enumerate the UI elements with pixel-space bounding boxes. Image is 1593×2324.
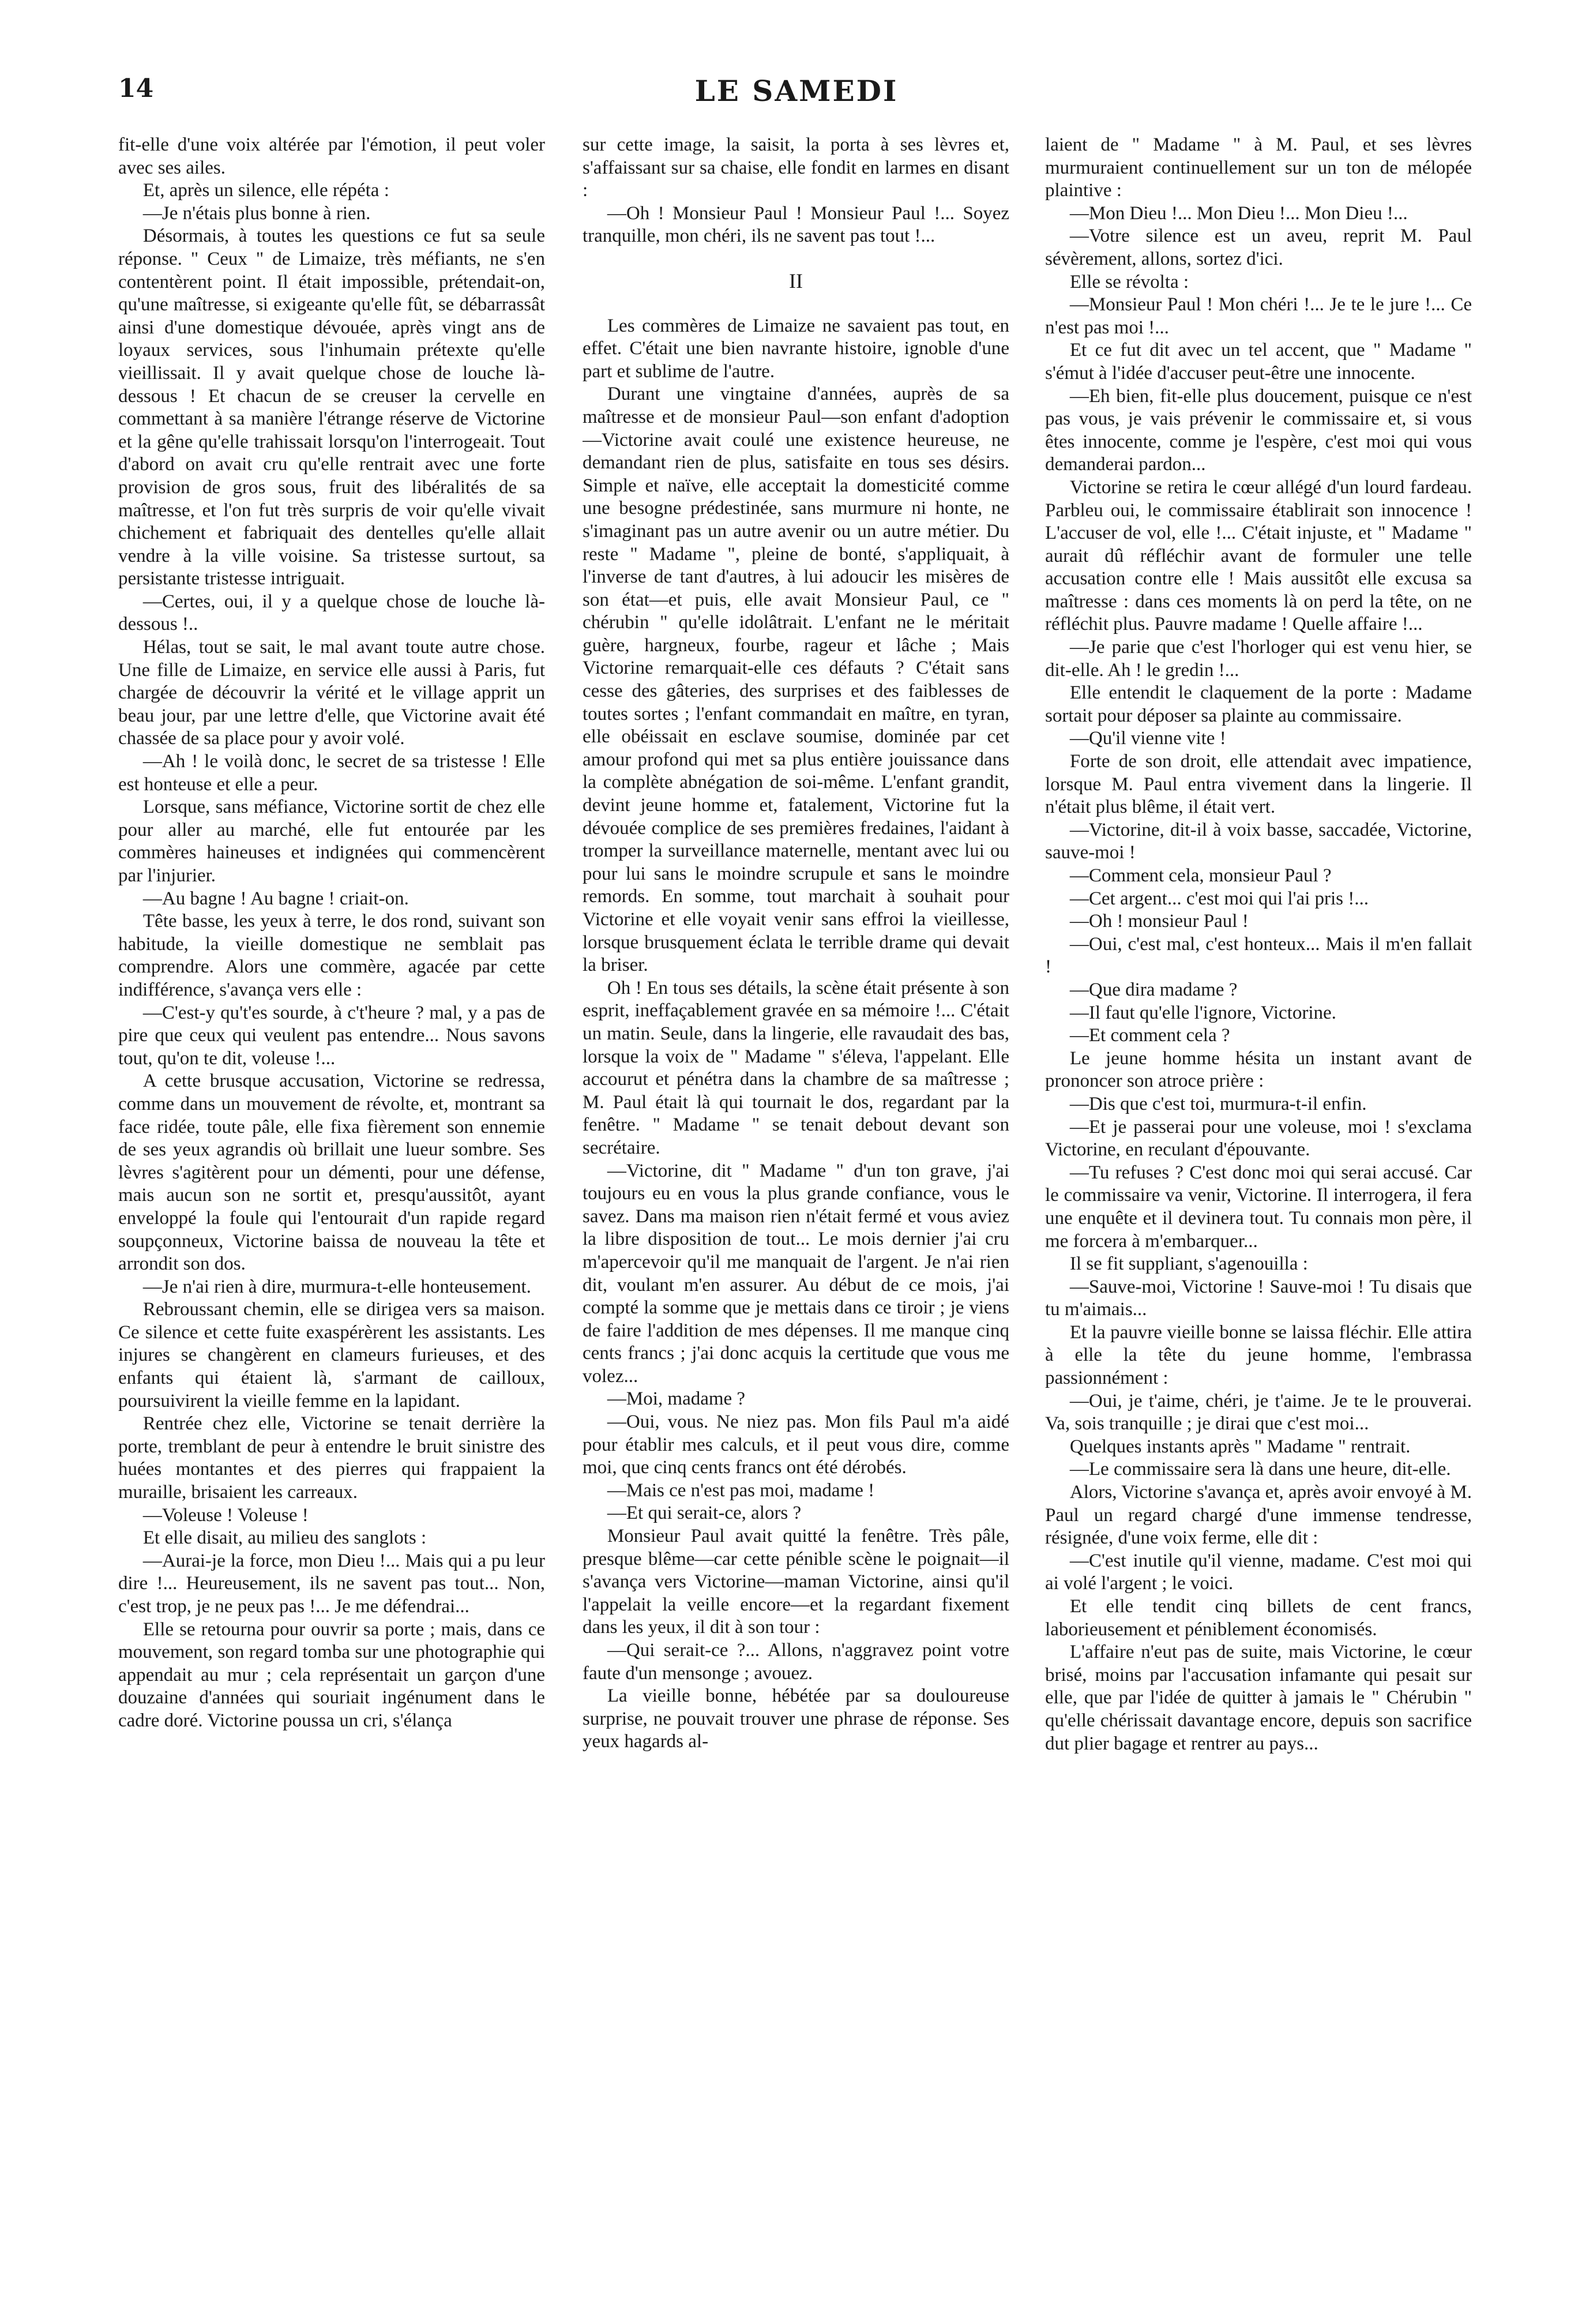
page-number: 14: [118, 74, 154, 103]
paragraph: —Mais ce n'est pas moi, madame !: [607, 1480, 875, 1501]
paragraph: —Et je passerai pour une voleuse, moi ! s'exclama Victorine, en reculant d'épouvante.: [1045, 1116, 1472, 1161]
paragraph: —Qu'il vienne vite !: [1069, 728, 1226, 749]
paragraph: —Victorine, dit " Madame " d'un ton grave, j'ai toujours eu en vous la plus grande confiance, vous le savez. Dans ma maison rien n'était fermé et vous aviez la libre disposition de tout... Le mois dernier j'ai cru m'apercevoir qu'il me manquait de l'argent. Je n'ai rien dit, voulant m'en assurer. Au début de ce mois, j'ai compté la somme que je mettais dans ce tiroir ; je viens de faire l'addition de mes dépenses. Il me manque cinq cents francs ; j'ai donc acquis la certitude que vous me volez...: [583, 1160, 1009, 1387]
paragraph: Et, après un silence, elle répéta :: [142, 180, 389, 201]
paragraph: Forte de son droit, elle attendait avec impatience, lorsque M. Paul entra vivement dans la lingerie. Il n'était plus blême, il était vert.: [1045, 751, 1472, 818]
paragraph: L'affaire n'eut pas de suite, mais Victorine, le cœur brisé, moins par l'accusation infamante qui pesait sur elle, que par l'idée de quitter à jamais le " Chérubin " qu'elle chérissait davantage encore, depuis son sacrifice dut plier bagage et rentrer au pays...: [1045, 1642, 1472, 1754]
paragraph: —Comment cela, monsieur Paul ?: [1069, 865, 1332, 886]
paragraph: —Oh ! monsieur Paul !: [1069, 911, 1249, 932]
paragraph: —Voleuse ! Voleuse !: [142, 1504, 309, 1526]
paragraph: Les commères de Limaize ne savaient pas tout, en effet. C'était une bien navrante histoire, ignoble d'une part et sublime de l'autre.: [583, 315, 1009, 382]
paragraph: —Mon Dieu !... Mon Dieu !... Mon Dieu !...: [1069, 202, 1408, 224]
paragraph: —Oh ! Monsieur Paul ! Monsieur Paul !... Soyez tranquille, mon chéri, ils ne savent pas tout !...: [583, 202, 1009, 247]
paragraph: Il se fit suppliant, s'agenouilla :: [1069, 1253, 1308, 1275]
paragraph: Et la pauvre vieille bonne se laissa fléchir. Elle attira à elle la tête du jeune homme, l'embrassa passionnément :: [1045, 1321, 1472, 1389]
paragraph: —Monsieur Paul ! Mon chéri !... Je te le jure !... Ce n'est pas moi !...: [1045, 294, 1472, 338]
text-column-2: [583, 134, 1009, 2280]
paragraph: —Sauve-moi, Victorine ! Sauve-moi ! Tu disais que tu m'aimais...: [1045, 1276, 1472, 1320]
running-title: LE SAMEDI: [694, 74, 899, 108]
paragraph: —Au bagne ! Au bagne ! criait-on.: [142, 888, 409, 909]
paragraph: —Certes, oui, il y a quelque chose de louche là-dessous !..: [118, 591, 545, 635]
paragraph: —Je n'ai rien à dire, murmura-t-elle honteusement.: [142, 1276, 531, 1297]
paragraph: —Aurai-je la force, mon Dieu !... Mais qui a pu leur dire !... Heureusement, ils ne savent pas tout... Non, c'est trop, je ne peux pas !... Je me défendrai...: [118, 1550, 545, 1617]
paragraph: —Dis que c'est toi, murmura-t-il enfin.: [1069, 1093, 1367, 1114]
paragraph: —C'est inutile qu'il vienne, madame. C'est moi qui ai volé l'argent ; le voici.: [1045, 1550, 1472, 1594]
paragraph: —Oui, c'est mal, c'est honteux... Mais il m'en fallait !: [1045, 933, 1472, 978]
paragraph: Oh ! En tous ses détails, la scène était présente à son esprit, ineffaçablement gravée en sa mémoire !... C'était un matin. Seule, dans la lingerie, elle ravaudait des bas, lorsque la voix de " Madame " s'éleva, l'appelant. Elle accourut et pénétra dans la chambre de sa maîtresse ; M. Paul était là qui tournait le dos, regardant par la fenêtre. " Madame " se tenait debout devant son secrétaire.: [583, 977, 1009, 1158]
paragraph: fit-elle d'une voix altérée par l'émotion, il peut voler avec ses ailes.: [118, 134, 545, 178]
paragraph: Et elle tendit cinq billets de cent francs, laborieusement et péniblement économisés.: [1045, 1596, 1472, 1640]
paragraph: —Je parie que c'est l'horloger qui est venu hier, se dit-elle. Ah ! le gredin !...: [1045, 637, 1472, 681]
paragraph: Rebroussant chemin, elle se dirigea vers sa maison. Ce silence et cette fuite exaspérèrent les assistants. Les injures se changèrent en clameurs furieuses, et des enfants qui étaient là, s'armant de cailloux, poursuivirent la vieille femme en la lapidant.: [118, 1299, 545, 1411]
paragraph: Elle se révolta :: [1069, 271, 1189, 292]
paragraph: Monsieur Paul avait quitté la fenêtre. Très pâle, presque blême—car cette pénible scène le poignait—il s'avança vers Victorine—maman Victorine, ainsi qu'il l'appelait la veille encore—et la regardant fixement dans les yeux, il dit à son tour :: [583, 1526, 1009, 1638]
paragraph: La vieille bonne, hébétée par sa douloureuse surprise, ne pouvait trouver une phrase de réponse. Ses yeux hagards al-: [583, 1685, 1009, 1752]
paragraph: —Et comment cela ?: [1069, 1025, 1230, 1046]
paragraph: Durant une vingtaine d'années, auprès de sa maîtresse et de monsieur Paul—son enfant d'adoption—Victorine avait coulé une existence heureuse, ne demandant rien de plus, satisfaite en tous ses désirs. Simple et naïve, elle acceptait la domesticité comme une besogne prédestinée, sans murmure ni honte, ne s'imaginant pas un autre avenir ou un autre métier. Du reste " Madame ", pleine de bonté, s'appliquait, à l'inverse de tant d'autres, à lui adoucir les misères de son état—et puis, elle avait Monsieur Paul, ce " chérubin " qu'elle idolâtrait. L'enfant ne le méritait guère, hargneux, fourbe, rageur et lâche ; Mais Victorine remarquait-elle ces défauts ? C'était sans cesse des gâteries, des surprises et des faiblesses de toutes sortes ; l'enfant commandait en maître, en tyran, elle obéissait en esclave soumise, dominée par cet amour profond qui met sa plus entière jouissance dans la complète abnégation de soi-même. L'enfant grandit, devint jeune homme et, fatalement, Victorine fut la dévouée complice de ses premières fredaines, l'aidant à tromper la surveillance maternelle, mentant avec lui ou pour lui sans le moindre scrupule et sans le moindre remords. En somme, tout marchait à souhait pour Victorine et elle voyait venir sans effroi la vieillesse, lorsque brusquement éclata le terrible drame qui devait la briser.: [583, 384, 1009, 976]
paragraph: —Je n'étais plus bonne à rien.: [142, 202, 371, 224]
paragraph: Victorine se retira le cœur allégé d'un lourd fardeau. Parbleu oui, le commissaire établirait son innocence ! L'accuser de vol, elle !... C'était injuste, et " Madame " aurait dû réfléchir avant de formuler une telle accusation contre elle ! Mais aussitôt elle excusa sa maîtresse : dans ces moments là on perd la tête, on ne réfléchit plus. Pauvre madame ! Quelle affaire !...: [1045, 476, 1472, 635]
paragraph: —Victorine, dit-il à voix basse, saccadée, Victorine, sauve-moi !: [1045, 819, 1472, 863]
section-heading: II: [789, 269, 803, 292]
paragraph: Lorsque, sans méfiance, Victorine sortit de chez elle pour aller au marché, elle fut entourée par les commères haineuses et indignées qui commencèrent par l'injurier.: [118, 797, 545, 886]
paragraph: —Et qui serait-ce, alors ?: [607, 1503, 802, 1524]
paragraph: —C'est-y qu't'es sourde, à c't'heure ? mal, y a pas de pire que ceux qui veulent pas entendre... Nous savons tout, qu'on te dit, voleuse !...: [118, 1002, 545, 1069]
paragraph: —Moi, madame ?: [607, 1388, 746, 1410]
text-column-3: [1045, 134, 1472, 2280]
paragraph: Alors, Victorine s'avança et, après avoir envoyé à M. Paul un regard chargé d'une immense tendresse, résignée, d'une voix ferme, elle dit :: [1045, 1482, 1472, 1549]
paragraph: —Cet argent... c'est moi qui l'ai pris !...: [1069, 888, 1369, 909]
paragraph: —Qui serait-ce ?... Allons, n'aggravez point votre faute d'un mensonge ; avouez.: [583, 1640, 1009, 1684]
paragraph: A cette brusque accusation, Victorine se redressa, comme dans un mouvement de révolte, et, montrant sa face ridée, toute pâle, elle fixa fièrement son ennemie de ses yeux agrandis où brillait une lueur sombre. Ses lèvres s'agitèrent pour un démenti, pour une défense, mais aucun son ne sortit et, presqu'aussitôt, ayant enveloppé la foule qui l'entourait d'un rapide regard soupçonneux, Victorine baissa de nouveau la tête et arrondit son dos.: [118, 1071, 545, 1275]
paragraph: Désormais, à toutes les questions ce fut sa seule réponse. " Ceux " de Limaize, très méfiants, ne s'en contentèrent point. Il était impossible, prétendait-on, qu'une maîtresse, si exigeante qu'elle fût, se débarrassât ainsi d'une domestique dévouée, après vingt ans de loyaux services, sous l'inhumain prétexte qu'elle vieillissait. Il y avait quelque chose de louche là-dessous ! Et chacun de se creuser la cervelle en commettant à sa manière l'étrange réserve de Victorine et la gêne qu'elle trahissait lorsqu'on l'interrogeait. Tout d'abord on avait cru qu'elle rentrait avec une forte provision de gros sous, fruit des libéralités de sa maîtresse, et l'on fut très surpris de voir qu'elle vivait chichement et fabriquait des dentelles qu'elle allait vendre à la ville voisine. Sa tristesse surtout, sa persistante tristesse intriguait.: [118, 226, 545, 590]
paragraph: Et ce fut dit avec un tel accent, que " Madame " s'émut à l'idée d'accuser peut-être une innocente.: [1045, 340, 1472, 384]
paragraph: —Eh bien, fit-elle plus doucement, puisque ce n'est pas vous, je vais prévenir le commissaire et, si vous êtes innocente, comme je l'espère, c'est moi qui vous demanderai pardon...: [1045, 385, 1472, 475]
paragraph: Tête basse, les yeux à terre, le dos rond, suivant son habitude, la vieille domestique ne semblait pas comprendre. Alors une commère, agacée par cette indifférence, s'avança vers elle :: [118, 911, 545, 1000]
paragraph: —Il faut qu'elle l'ignore, Victorine.: [1069, 1002, 1336, 1023]
text-column-1: [118, 134, 545, 2280]
paragraph: Elle se retourna pour ouvrir sa porte ; mais, dans ce mouvement, son regard tomba sur une photographie qui appendait au mur ; cela représentait un garçon d'une douzaine d'années qui souriait ingénument dans le cadre doré. Victorine poussa un cri, s'élança: [118, 1619, 545, 1731]
paragraph: Et elle disait, au milieu des sanglots :: [142, 1527, 427, 1549]
paragraph: Hélas, tout se sait, le mal avant toute autre chose. Une fille de Limaize, en service elle aussi à Paris, fut chargée de découvrir la vérité et le village apprit un beau jour, par une lettre d'elle, que Victorine avait été chassée de sa place pour y avoir volé.: [118, 637, 545, 749]
paragraph: Rentrée chez elle, Victorine se tenait derrière la porte, tremblant de peur à entendre le bruit sinistre des huées montantes et des pierres qui frappaient la muraille, brisaient les carreaux.: [118, 1413, 545, 1503]
paragraph: —Ah ! le voilà donc, le secret de sa tristesse ! Elle est honteuse et elle a peur.: [118, 751, 545, 795]
paragraph: Le jeune homme hésita un instant avant de prononcer son atroce prière :: [1045, 1048, 1472, 1092]
paragraph: Quelques instants après " Madame " rentrait.: [1069, 1436, 1411, 1457]
paragraph: —Le commissaire sera là dans une heure, dit-elle.: [1069, 1459, 1451, 1480]
paragraph: —Votre silence est un aveu, reprit M. Paul sévèrement, allons, sortez d'ici.: [1045, 226, 1472, 269]
paragraph: —Tu refuses ? C'est donc moi qui serai accusé. Car le commissaire va venir, Victorine. Il interrogera, il fera une enquête et il devinera tout. Tu connais mon père, il me forcera à m'embarquer...: [1045, 1162, 1472, 1252]
paragraph: sur cette image, la saisit, la porta à ses lèvres et, s'affaissant sur sa chaise, elle fondit en larmes en disant :: [583, 134, 1009, 201]
paragraph: Elle entendit le claquement de la porte : Madame sortait pour déposer sa plainte au commissaire.: [1045, 682, 1472, 726]
paragraph: —Oui, vous. Ne niez pas. Mon fils Paul m'a aidé pour établir mes calculs, et il peut vous dire, comme moi, que cinq cents francs ont été dérobés.: [583, 1411, 1009, 1478]
paragraph: —Oui, je t'aime, chéri, je t'aime. Je te le prouverai. Va, sois tranquille ; je dirai que c'est moi...: [1045, 1390, 1472, 1435]
paragraph: laient de " Madame " à M. Paul, et ses lèvres murmuraient continuellement sur un ton de mélopée plaintive :: [1045, 134, 1472, 201]
paragraph: —Que dira madame ?: [1069, 979, 1238, 1000]
page-header: [118, 74, 1475, 126]
